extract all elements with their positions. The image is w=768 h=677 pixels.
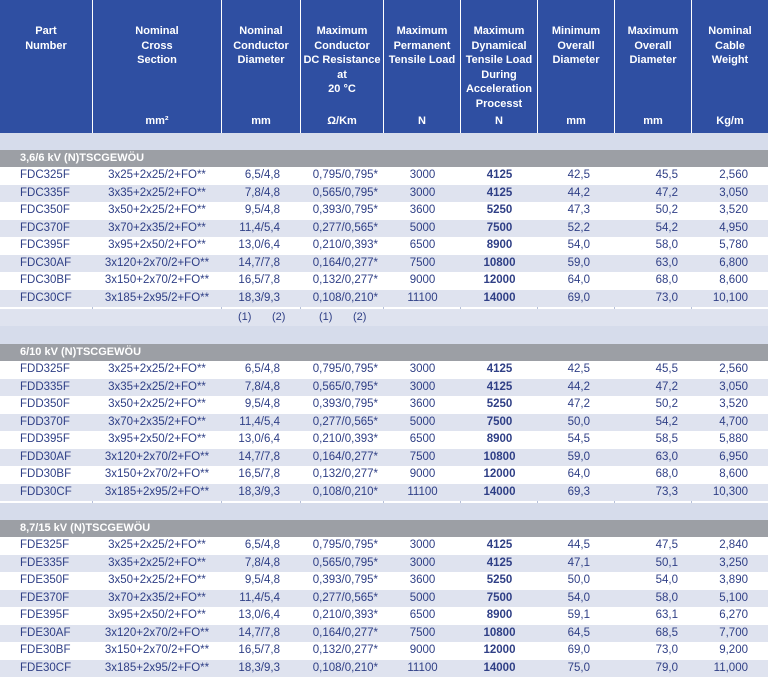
- cell-dyn-load: 4125: [486, 363, 513, 375]
- table-row: [0, 660, 768, 677]
- cell-dyn-load: 10800: [483, 626, 516, 639]
- cell-resistance: 0,210/0,393*: [312, 239, 378, 251]
- cell-resistance: 0,795/0,795*: [312, 363, 378, 375]
- cell-weight: 4,950: [719, 221, 748, 234]
- cell-diameter: 7,8/4,8: [244, 556, 280, 569]
- cell-weight: 3,050: [719, 186, 748, 199]
- cell-weight: 10,300: [712, 485, 748, 498]
- cell-diameter: 7,8/4,8: [244, 186, 280, 199]
- cell-max-diam: 73,3: [655, 485, 678, 498]
- table-row: [0, 379, 768, 397]
- cell-diameter: 14,7/7,8: [238, 626, 280, 639]
- cell-min-diam: 59,1: [567, 609, 590, 621]
- cell-resistance: 0,795/0,795*: [312, 539, 378, 551]
- cell-part: FDC30CF: [20, 291, 72, 304]
- cell-diameter: 18,3/9,3: [238, 291, 280, 304]
- spacer: [0, 326, 768, 344]
- cell-dyn-load: 5250: [486, 398, 513, 410]
- cell-max-diam: 58,0: [655, 591, 678, 604]
- cell-max-diam: 50,1: [655, 556, 678, 569]
- table-row: [0, 255, 768, 273]
- cell-resistance: 0,565/0,795*: [312, 186, 378, 199]
- cell-perm-load: 3000: [409, 186, 436, 199]
- cell-perm-load: 5000: [409, 415, 436, 428]
- cell-perm-load: 3000: [409, 556, 436, 569]
- cell-weight: 7,700: [719, 626, 748, 639]
- section-title: 6/10 kV (N)TSCGEWÖU: [0, 344, 768, 361]
- cell-resistance: 0,108/0,210*: [312, 291, 378, 304]
- table-row: [0, 167, 768, 185]
- cell-part: FDE30AF: [20, 626, 71, 639]
- cell-part: FDC370F: [20, 221, 70, 234]
- cell-min-diam: 47,2: [567, 398, 590, 410]
- cell-min-diam: 44,2: [567, 186, 590, 199]
- cell-weight: 6,270: [719, 609, 748, 621]
- cell-perm-load: 7500: [409, 256, 436, 269]
- cell-min-diam: 47,1: [567, 556, 590, 569]
- cell-cross: 3x35+2x25/2+FO**: [108, 556, 206, 569]
- cell-diameter: 18,3/9,3: [238, 485, 280, 498]
- table-row: [0, 185, 768, 203]
- table-row: [0, 607, 768, 625]
- cell-diameter: 6,5/4,8: [244, 539, 280, 551]
- cell-diameter: 9,5/4,8: [244, 204, 280, 216]
- cell-weight: 4,700: [719, 415, 748, 428]
- footnote-row: [0, 309, 768, 326]
- cell-max-diam: 68,0: [655, 274, 678, 286]
- cell-min-diam: 64,0: [567, 468, 590, 480]
- cell-resistance: 0,565/0,795*: [312, 380, 378, 393]
- table-row: [0, 590, 768, 608]
- cell-resistance: 0,210/0,393*: [312, 433, 378, 445]
- table-row: [0, 396, 768, 414]
- cell-resistance: 0,393/0,795*: [312, 204, 378, 216]
- cell-cross: 3x150+2x70/2+FO**: [104, 644, 210, 656]
- cell-cross: 3x95+2x50/2+FO**: [108, 609, 206, 621]
- cell-max-diam: 50,2: [655, 398, 678, 410]
- cell-min-diam: 42,5: [567, 169, 590, 181]
- cell-max-diam: 63,0: [655, 256, 678, 269]
- cell-part: FDD325F: [20, 363, 70, 375]
- cell-min-diam: 69,0: [567, 644, 590, 656]
- cell-max-diam: 54,0: [655, 574, 678, 586]
- cell-perm-load: 11100: [407, 661, 438, 674]
- cell-weight: 8,600: [719, 468, 748, 480]
- table-row: [0, 555, 768, 573]
- cell-weight: 5,780: [719, 239, 748, 251]
- cell-max-diam: 79,0: [655, 661, 678, 674]
- cell-diameter: 14,7/7,8: [238, 256, 280, 269]
- table-row: [0, 642, 768, 660]
- cell-max-diam: 73,0: [655, 291, 678, 304]
- cell-min-diam: 52,2: [567, 221, 590, 234]
- header-part-number: Part Number: [0, 0, 93, 133]
- cell-diameter: 14,7/7,8: [238, 450, 280, 463]
- header-dc-resistance: Maximum Conductor DC Resistance at 20 °C Ω/Km: [301, 0, 384, 133]
- cell-dyn-load: 8900: [486, 433, 513, 445]
- table-row: [0, 202, 768, 220]
- cell-min-diam: 50,0: [567, 574, 590, 586]
- cell-perm-load: 11100: [407, 485, 438, 498]
- cell-min-diam: 50,0: [567, 415, 590, 428]
- cell-resistance: 0,393/0,795*: [312, 398, 378, 410]
- header-permanent-tensile: Maximum Permanent Tensile Load N: [384, 0, 461, 133]
- cell-max-diam: 45,5: [655, 169, 678, 181]
- cell-diameter: 7,8/4,8: [244, 380, 280, 393]
- cell-part: FDE335F: [20, 556, 70, 569]
- cell-part: FDD30BF: [20, 468, 72, 480]
- cell-perm-load: 7500: [409, 450, 436, 463]
- cell-diameter: 6,5/4,8: [244, 169, 280, 181]
- table-row: [0, 431, 768, 449]
- cell-dyn-load: 4125: [486, 539, 513, 551]
- cell-cross: 3x95+2x50/2+FO**: [108, 433, 206, 445]
- cell-max-diam: 47,5: [655, 539, 678, 551]
- cell-min-diam: 42,5: [567, 363, 590, 375]
- cell-resistance: 0,108/0,210*: [312, 661, 378, 674]
- cell-diameter: 9,5/4,8: [244, 398, 280, 410]
- cell-weight: 11,000: [713, 661, 748, 674]
- cell-max-diam: 54,2: [655, 221, 678, 234]
- header-cross-section: Nominal Cross Section mm²: [93, 0, 222, 133]
- cell-weight: 3,890: [719, 574, 748, 586]
- cell-diameter: 11,4/5,4: [239, 415, 280, 428]
- table-header: [0, 0, 768, 133]
- cell-resistance: 0,277/0,565*: [312, 591, 378, 604]
- cell-cross: 3x150+2x70/2+FO**: [104, 468, 210, 480]
- cell-dyn-load: 14000: [483, 291, 516, 304]
- cell-dyn-load: 7500: [486, 415, 513, 428]
- cell-resistance: 0,277/0,565*: [312, 221, 378, 234]
- cell-perm-load: 3600: [409, 574, 436, 586]
- cell-perm-load: 3000: [409, 380, 436, 393]
- cell-weight: 3,520: [719, 204, 748, 216]
- cell-dyn-load: 12000: [483, 468, 516, 480]
- cell-dyn-load: 10800: [483, 256, 516, 269]
- cell-perm-load: 5000: [409, 221, 436, 234]
- cell-diameter: 6,5/4,8: [244, 363, 280, 375]
- cell-part: FDC30BF: [20, 274, 72, 286]
- cell-min-diam: 59,0: [567, 450, 590, 463]
- cell-resistance: 0,108/0,210*: [312, 485, 378, 498]
- cell-part: FDE30BF: [20, 644, 71, 656]
- cell-min-diam: 75,0: [567, 661, 590, 674]
- cell-dyn-load: 12000: [483, 274, 516, 286]
- cell-perm-load: 9000: [409, 468, 436, 480]
- cell-weight: 3,050: [719, 380, 748, 393]
- cell-perm-load: 3600: [409, 204, 436, 216]
- cell-diameter: 18,3/9,3: [238, 661, 280, 674]
- cell-cross: 3x25+2x25/2+FO**: [108, 363, 206, 375]
- cell-weight: 6,800: [719, 256, 748, 269]
- cell-min-diam: 69,0: [567, 291, 590, 304]
- cell-max-diam: 73,0: [655, 644, 678, 656]
- section-title: 3,6/6 kV (N)TSCGEWÖU: [0, 150, 768, 167]
- footnote-marker: (1): [238, 311, 252, 323]
- cell-min-diam: 64,0: [567, 274, 590, 286]
- cell-diameter: 9,5/4,8: [244, 574, 280, 586]
- cell-weight: 5,880: [719, 433, 748, 445]
- table-row: [0, 572, 768, 590]
- cell-resistance: 0,393/0,795*: [312, 574, 378, 586]
- cell-cross: 3x185+2x95/2+FO**: [104, 661, 210, 674]
- cell-cross: 3x35+2x25/2+FO**: [108, 380, 206, 393]
- cell-perm-load: 3000: [409, 363, 436, 375]
- cell-min-diam: 59,0: [567, 256, 590, 269]
- footnote-marker: (2): [272, 311, 286, 323]
- cell-min-diam: 54,0: [567, 239, 590, 251]
- cell-part: FDC395F: [20, 239, 70, 251]
- cell-cross: 3x70+2x35/2+FO**: [108, 415, 206, 428]
- cell-diameter: 13,0/6,4: [238, 433, 280, 445]
- cell-cross: 3x35+2x25/2+FO**: [108, 186, 206, 199]
- cell-part: FDE370F: [20, 591, 70, 604]
- cell-resistance: 0,210/0,393*: [312, 609, 378, 621]
- cell-resistance: 0,164/0,277*: [312, 256, 378, 269]
- cell-cross: 3x25+2x25/2+FO**: [108, 169, 206, 181]
- cell-part: FDC335F: [20, 186, 70, 199]
- header-dynamical-tensile: Maximum Dynamical Tensile Load During Acceleration Processt N: [461, 0, 538, 133]
- table-row: [0, 237, 768, 255]
- table-row: [0, 414, 768, 432]
- cell-part: FDD395F: [20, 433, 70, 445]
- cell-cross: 3x120+2x70/2+FO**: [104, 256, 210, 269]
- cell-resistance: 0,164/0,277*: [312, 626, 378, 639]
- cell-resistance: 0,565/0,795*: [312, 556, 378, 569]
- cell-part: FDC325F: [20, 169, 70, 181]
- cell-perm-load: 6500: [409, 433, 436, 445]
- cell-resistance: 0,132/0,277*: [312, 468, 378, 480]
- cell-diameter: 11,4/5,4: [239, 591, 280, 604]
- cell-part: FDD30CF: [20, 485, 72, 498]
- cell-max-diam: 68,0: [655, 468, 678, 480]
- footnote-marker: (1): [319, 311, 333, 323]
- cell-resistance: 0,795/0,795*: [312, 169, 378, 181]
- cell-dyn-load: 4125: [486, 186, 513, 199]
- cell-weight: 8,600: [719, 274, 748, 286]
- cell-min-diam: 54,5: [567, 433, 590, 445]
- cell-dyn-load: 14000: [483, 661, 516, 674]
- cell-resistance: 0,132/0,277*: [312, 274, 378, 286]
- table-row: [0, 449, 768, 467]
- cell-min-diam: 44,2: [567, 380, 590, 393]
- cell-weight: 2,560: [719, 169, 748, 181]
- cell-dyn-load: 10800: [483, 450, 516, 463]
- cell-dyn-load: 7500: [486, 591, 513, 604]
- cell-max-diam: 45,5: [655, 363, 678, 375]
- cell-weight: 2,840: [719, 539, 748, 551]
- cell-dyn-load: 4125: [486, 556, 513, 569]
- header-conductor-diameter: Nominal Conductor Diameter mm: [222, 0, 301, 133]
- cell-perm-load: 6500: [409, 609, 436, 621]
- table-row: [0, 290, 768, 308]
- table-row: [0, 625, 768, 643]
- table-row: [0, 272, 768, 290]
- cell-max-diam: 58,5: [655, 433, 678, 445]
- cell-dyn-load: 5250: [486, 574, 513, 586]
- table-row: [0, 537, 768, 555]
- cell-resistance: 0,132/0,277*: [312, 644, 378, 656]
- cell-cross: 3x185+2x95/2+FO**: [104, 291, 210, 304]
- header-cable-weight: Nominal Cable Weight Kg/m: [708, 25, 752, 127]
- cell-cross: 3x50+2x25/2+FO**: [108, 398, 206, 410]
- cell-cross: 3x120+2x70/2+FO**: [104, 450, 210, 463]
- cell-dyn-load: 14000: [483, 485, 516, 498]
- cell-min-diam: 47,3: [567, 204, 590, 216]
- cell-perm-load: 9000: [409, 644, 436, 656]
- spacer: [0, 133, 768, 150]
- cell-dyn-load: 5250: [486, 204, 513, 216]
- cell-weight: 9,200: [719, 644, 748, 656]
- header-max-diameter: Maximum Overall Diameter mm: [615, 0, 692, 133]
- cell-cross: 3x25+2x25/2+FO**: [108, 539, 206, 551]
- cell-part: FDC30AF: [20, 256, 72, 269]
- cell-diameter: 16,5/7,8: [238, 644, 280, 656]
- cell-cross: 3x150+2x70/2+FO**: [104, 274, 210, 286]
- table-row: [0, 220, 768, 238]
- cell-part: FDD370F: [20, 415, 70, 428]
- cell-diameter: 16,5/7,8: [238, 468, 280, 480]
- cell-diameter: 11,4/5,4: [239, 221, 280, 234]
- cell-perm-load: 3000: [409, 539, 436, 551]
- cell-perm-load: 7500: [409, 626, 436, 639]
- cell-min-diam: 64,5: [567, 626, 590, 639]
- cell-diameter: 13,0/6,4: [238, 609, 280, 621]
- cell-cross: 3x50+2x25/2+FO**: [108, 204, 206, 216]
- cell-weight: 2,560: [719, 363, 748, 375]
- cell-max-diam: 47,2: [655, 380, 678, 393]
- cell-perm-load: 5000: [409, 591, 436, 604]
- cell-max-diam: 68,5: [655, 626, 678, 639]
- cell-diameter: 16,5/7,8: [238, 274, 280, 286]
- cell-resistance: 0,164/0,277*: [312, 450, 378, 463]
- cell-cross: 3x70+2x35/2+FO**: [108, 591, 206, 604]
- cell-perm-load: 3600: [409, 398, 436, 410]
- footnote-marker: (2): [353, 311, 367, 323]
- cell-weight: 5,100: [719, 591, 748, 604]
- cell-max-diam: 63,1: [655, 609, 678, 621]
- cell-cross: 3x70+2x35/2+FO**: [108, 221, 206, 234]
- cell-perm-load: 3000: [409, 169, 436, 181]
- cell-part: FDD30AF: [20, 450, 72, 463]
- cell-part: FDE350F: [20, 574, 70, 586]
- cell-part: FDD350F: [20, 398, 70, 410]
- table-row: [0, 466, 768, 484]
- cell-diameter: 13,0/6,4: [238, 239, 280, 251]
- cell-max-diam: 50,2: [655, 204, 678, 216]
- cell-cross: 3x50+2x25/2+FO**: [108, 574, 206, 586]
- cell-resistance: 0,277/0,565*: [312, 415, 378, 428]
- cell-dyn-load: 12000: [483, 644, 516, 656]
- cell-part: FDE30CF: [20, 661, 72, 674]
- cell-weight: 10,100: [712, 291, 748, 304]
- cell-max-diam: 54,2: [655, 415, 678, 428]
- cell-max-diam: 63,0: [655, 450, 678, 463]
- spacer: [0, 503, 768, 520]
- cell-cross: 3x95+2x50/2+FO**: [108, 239, 206, 251]
- cell-max-diam: 47,2: [655, 186, 678, 199]
- cell-dyn-load: 7500: [486, 221, 513, 234]
- cell-perm-load: 9000: [409, 274, 436, 286]
- cell-cross: 3x120+2x70/2+FO**: [104, 626, 210, 639]
- cell-dyn-load: 8900: [486, 239, 513, 251]
- cell-dyn-load: 4125: [486, 169, 513, 181]
- cell-part: FDE395F: [20, 609, 70, 621]
- cell-cross: 3x185+2x95/2+FO**: [104, 485, 210, 498]
- section-title: 8,7/15 kV (N)TSCGEWÖU: [0, 520, 768, 537]
- cell-perm-load: 6500: [409, 239, 436, 251]
- cell-weight: 6,950: [719, 450, 748, 463]
- cell-min-diam: 69,3: [567, 485, 590, 498]
- cell-max-diam: 58,0: [655, 239, 678, 251]
- table-row: [0, 484, 768, 502]
- header-min-diameter: Minimum Overall Diameter mm: [538, 0, 615, 133]
- cell-weight: 3,520: [719, 398, 748, 410]
- cell-part: FDD335F: [20, 380, 70, 393]
- cell-part: FDE325F: [20, 539, 70, 551]
- cell-min-diam: 54,0: [567, 591, 590, 604]
- cell-dyn-load: 4125: [486, 380, 513, 393]
- table-row: [0, 361, 768, 379]
- cell-dyn-load: 8900: [486, 609, 513, 621]
- cell-weight: 3,250: [719, 556, 748, 569]
- cell-perm-load: 11100: [407, 291, 438, 304]
- cell-min-diam: 44,5: [567, 539, 590, 551]
- cell-part: FDC350F: [20, 204, 70, 216]
